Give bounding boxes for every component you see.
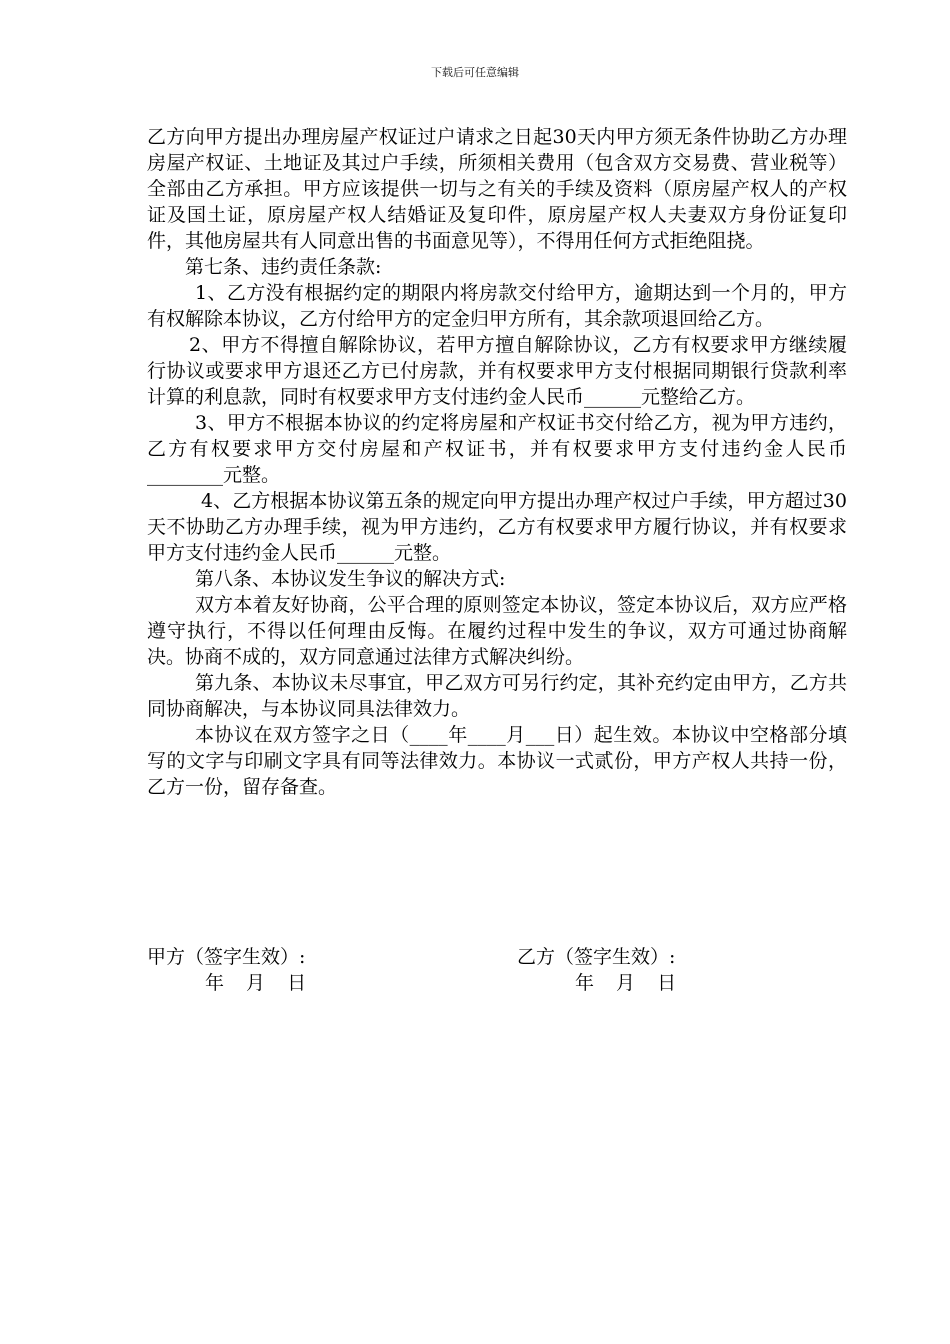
paragraph: 第九条、本协议未尽事宜，甲乙双方可另行约定，其补充约定由甲方，乙方共同协商解决，与本协议同具法律效力。 bbox=[147, 672, 847, 720]
contract-body bbox=[147, 124, 847, 800]
party-b-signature bbox=[517, 944, 684, 996]
paragraph: 4、乙方根据本协议第五条的规定向甲方提出办理产权过户手续，甲方超过30天不协助乙方办理手续，视为甲方违约，乙方有权要求甲方履行协议，并有权要求甲方支付违约金人民币______元整。 bbox=[147, 490, 847, 564]
paragraph: 第七条、违约责任条款: bbox=[185, 256, 382, 278]
party-b-label: 乙方（签字生效）: bbox=[517, 946, 676, 968]
paragraph: 本协议在双方签字之日（____年____月___日）起生效。本协议中空格部分填写的文字与印刷文字具有同等法律效力。本协议一式贰份，甲方产权人共持一份，乙方一份，留存备查。 bbox=[147, 724, 847, 798]
paragraph: 3、甲方不根据本协议的约定将房屋和产权证书交付给乙方，视为甲方违约，乙方有权要求甲方交付房屋和产权证书，并有权要求甲方支付违约金人民币________元整。 bbox=[147, 412, 847, 486]
paragraph: 双方本着友好协商，公平合理的原则签定本协议，签定本协议后，双方应严格遵守执行，不得以任何理由反悔。在履约过程中发生的争议，双方可通过协商解决。协商不成的，双方同意通过法律方式解决纠纷。 bbox=[147, 594, 847, 668]
party-a-label: 甲方（签字生效）: bbox=[147, 946, 306, 968]
paragraph: 乙方向甲方提出办理房屋产权证过户请求之日起30天内甲方须无条件协助乙方办理房屋产权证、土地证及其过户手续，所须相关费用（包含双方交易费、营业税等）全部由乙方承担。甲方应该提供一切与之有关的手续及资料（原房屋产权人的产权证及国土证，原房屋产权人结婚证及复印件，原房屋产权人夫妻双方身份证复印件，其他房屋共有人同意出售的书面意见等），不得用任何方式拒绝阻挠。 bbox=[147, 126, 847, 252]
party-b-date: 年 月 日 bbox=[575, 972, 685, 994]
party-a-date: 年 月 日 bbox=[205, 972, 315, 994]
paragraph: 2、甲方不得擅自解除协议，若甲方擅自解除协议，乙方有权要求甲方继续履行协议或要求甲方退还乙方已付房款，并有权要求甲方支付根据同期银行贷款利率计算的利息款，同时有权要求甲方支付违约金人民币______元整给乙方。 bbox=[147, 334, 847, 408]
page-header: 下载后可任意编辑 bbox=[431, 66, 519, 79]
party-a-signature bbox=[147, 944, 314, 996]
paragraph: 1、乙方没有根据约定的期限内将房款交付给甲方，逾期达到一个月的，甲方有权解除本协议，乙方付给甲方的定金归甲方所有，其余款项退回给乙方。 bbox=[147, 282, 847, 330]
paragraph: 第八条、本协议发生争议的解决方式: bbox=[195, 568, 506, 590]
